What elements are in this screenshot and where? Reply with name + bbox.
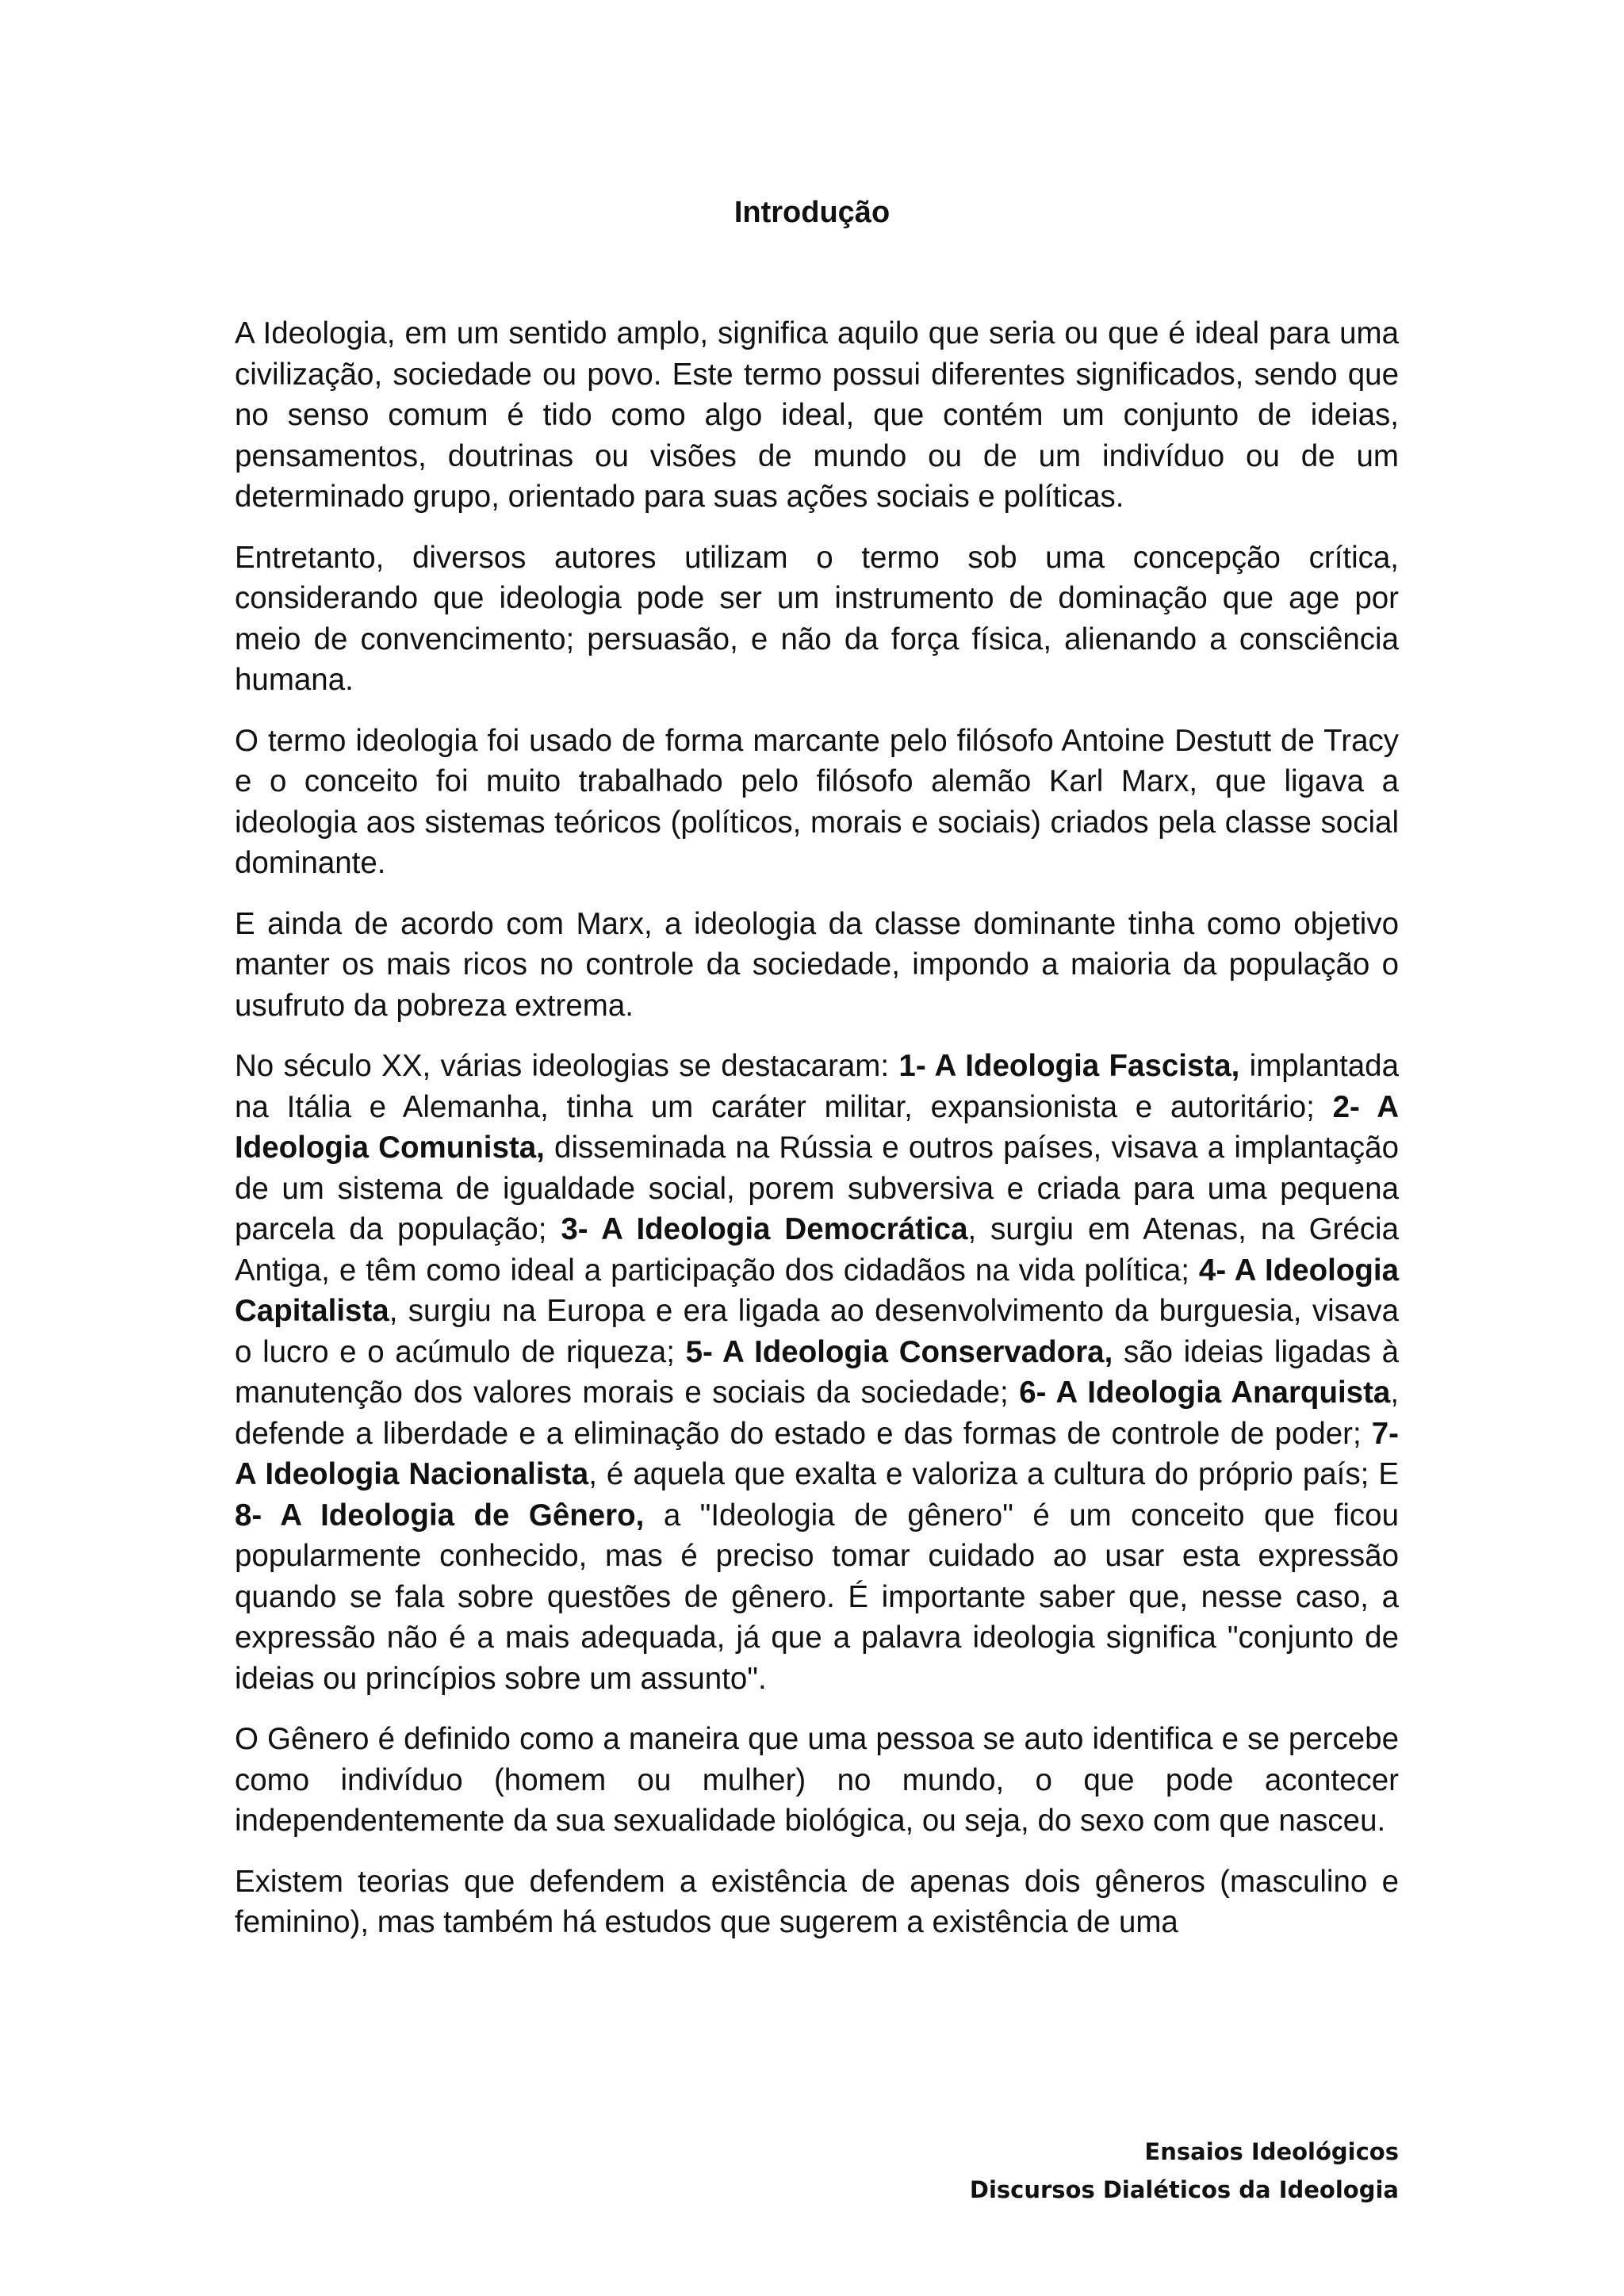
text-span: são ideias ligadas à manutenção dos valores morais e sociais da sociedade; xyxy=(235,1334,1399,1410)
page-title: Introdução xyxy=(733,196,891,229)
bold-text-span: 1- A Ideologia Fascista, xyxy=(898,1049,1240,1083)
text-span: a "Ideologia de gênero" é um conceito que ficou popularmente conhecido, mas é preciso tomar cuidado ao usar esta expressão quando se fala sobre questões de gênero. É importante saber que, nesse caso, a expressão não é a mais adequada, já que a palavra ideologia significa "conjunto de ideias ou princípios sobre um assunto". xyxy=(235,1498,1399,1696)
bold-text-span: 2- A Ideologia Comunista, xyxy=(235,1089,1399,1165)
paragraph xyxy=(235,904,1399,1027)
bold-text-span: 7- A Ideologia Nacionalista xyxy=(235,1416,1399,1491)
bold-text-span: 8- A Ideologia de Gênero, xyxy=(235,1498,645,1533)
paragraph xyxy=(235,1046,1399,1699)
bold-text-span: 4- A Ideologia Capitalista xyxy=(235,1253,1400,1328)
body-text xyxy=(235,313,1399,1943)
bold-text-span: 6- A Ideologia Anarquista xyxy=(1019,1376,1391,1410)
paragraph xyxy=(235,1862,1399,1943)
text-span: Existem teorias que defendem a existência de apenas dois gêneros (masculino e feminino), mas também há estudos que sugerem a existência de uma xyxy=(235,1864,1399,1939)
paragraph xyxy=(235,1719,1399,1842)
text-span: O Gênero é definido como a maneira que uma pessoa se auto identifica e se percebe como indivíduo (homem ou mulher) no mundo, o que pode acontecer independentemente da sua sexualidade biológica, ou seja, do sexo com que nasceu. xyxy=(235,1722,1399,1838)
bold-text-span: 5- A Ideologia Conservadora, xyxy=(685,1334,1113,1369)
text-span: implantada na Itália e Alemanha, tinha um caráter militar, expansionista e autoritário; xyxy=(235,1049,1399,1124)
text-span: Entretanto, diversos autores utilizam o termo sob uma concepção crítica, considerando que ideologia pode ser um instrumento de dominação que age por meio de convencimento; persuasão, e não da força física, alienando a consciência humana. xyxy=(235,540,1399,697)
text-span: , defende a liberdade e a eliminação do estado e das formas de controle de poder; xyxy=(235,1376,1400,1451)
page-footer xyxy=(970,2133,1399,2209)
paragraph xyxy=(235,538,1399,701)
text-span: A Ideologia, em um sentido amplo, significa aquilo que seria ou que é ideal para uma civilização, sociedade ou povo. Este termo possui diferentes significados, sendo que no senso comum é tido como algo ideal, que contém um conjunto de ideias, pensamentos, doutrinas ou visões de mundo ou de um indivíduo ou de um determinado grupo, orientado para suas ações sociais e políticas. xyxy=(235,316,1399,514)
footer-line-book-title: Ensaios Ideológicos xyxy=(1144,2138,1399,2165)
text-span: O termo ideologia foi usado de forma marcante pelo filósofo Antoine Destutt de Tracy e o conceito foi muito trabalhado pelo filósofo alemão Karl Marx, que ligava a ideologia aos sistemas teóricos (políticos, morais e sociais) criados pela classe social dominante. xyxy=(235,723,1399,880)
paragraph xyxy=(235,313,1399,518)
text-span: No século XX, várias ideologias se destacaram: xyxy=(235,1049,899,1083)
text-span: , surgiu na Europa e era ligada ao desenvolvimento da burguesia, visava o lucro e o acúmulo de riqueza; xyxy=(235,1294,1399,1369)
text-span: E ainda de acordo com Marx, a ideologia da classe dominante tinha como objetivo manter os mais ricos no controle da sociedade, impondo a maioria da população o usufruto da pobreza extrema. xyxy=(235,906,1399,1023)
paragraph xyxy=(235,721,1399,884)
text-span: , surgiu em Atenas, na Grécia Antiga, e têm como ideal a participação dos cidadãos na vida política; xyxy=(235,1212,1399,1288)
bold-text-span: 3- A Ideologia Democrática xyxy=(561,1212,968,1246)
text-span: , é aquela que exalta e valoriza a cultura do próprio país; E xyxy=(588,1457,1399,1491)
footer-line-subtitle: Discursos Dialéticos da Ideologia xyxy=(969,2176,1399,2203)
text-span: disseminada na Rússia e outros países, visava a implantação de um sistema de igualdade social, porem subversiva e criada para uma pequena parcela da população; xyxy=(235,1131,1399,1246)
